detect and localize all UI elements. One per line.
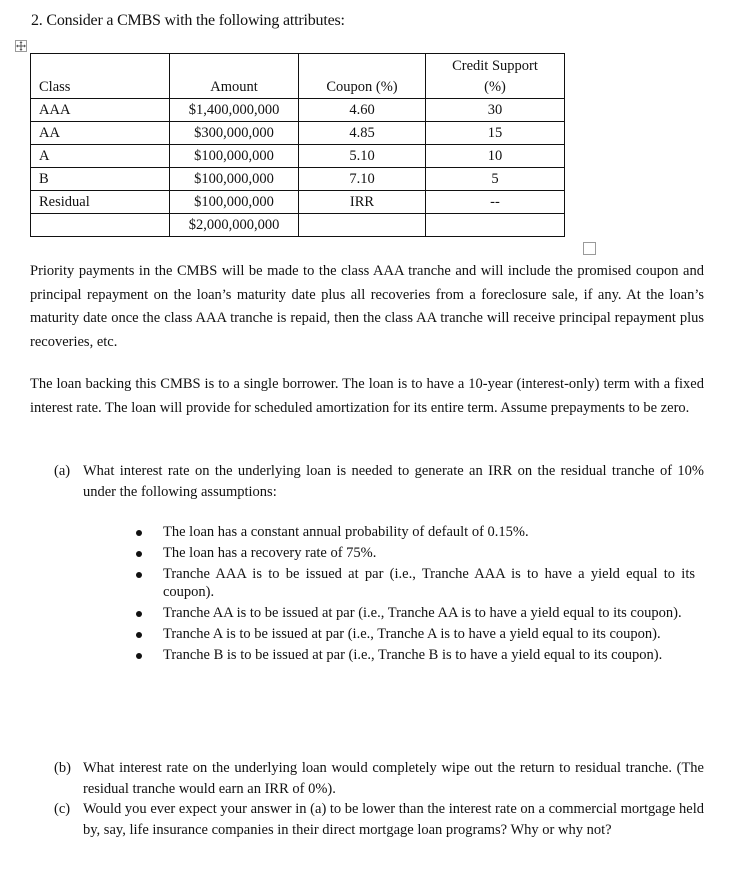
header-amount: Amount bbox=[170, 54, 299, 99]
header-credit-support-line1: Credit Support bbox=[452, 58, 538, 74]
cell-coupon bbox=[299, 214, 426, 237]
cell-amount: $300,000,000 bbox=[170, 122, 299, 145]
cell-class: Residual bbox=[31, 191, 170, 214]
question-b-text: What interest rate on the underlying loan would completely wipe out the return to residual tranche. (The residual tranche would earn an IRR of 0%). bbox=[83, 760, 704, 797]
cell-coupon: 4.85 bbox=[299, 122, 426, 145]
move-arrows-icon bbox=[16, 41, 26, 51]
cell-credit-support bbox=[426, 214, 565, 237]
cell-class bbox=[31, 214, 170, 237]
bullet-icon bbox=[136, 611, 142, 617]
cell-class: A bbox=[31, 145, 170, 168]
table-row bbox=[31, 145, 565, 168]
cell-credit-support: 15 bbox=[426, 122, 565, 145]
cell-class: AA bbox=[31, 122, 170, 145]
question-heading: 2. Consider a CMBS with the following attributes: bbox=[31, 12, 345, 29]
cell-class: B bbox=[31, 168, 170, 191]
table-row bbox=[31, 168, 565, 191]
bullet-icon bbox=[136, 653, 142, 659]
cell-coupon: 5.10 bbox=[299, 145, 426, 168]
bullet-icon bbox=[136, 632, 142, 638]
cell-coupon: 7.10 bbox=[299, 168, 426, 191]
assumption-text: Tranche A is to be issued at par (i.e., Tranche A is to have a yield equal to its coupon). bbox=[163, 625, 661, 642]
table-row bbox=[31, 191, 565, 214]
table-row bbox=[31, 122, 565, 145]
header-coupon: Coupon (%) bbox=[299, 54, 426, 99]
cell-amount: $100,000,000 bbox=[170, 145, 299, 168]
cell-class: AAA bbox=[31, 99, 170, 122]
bullet-icon bbox=[136, 572, 142, 578]
list-item bbox=[132, 647, 695, 665]
assumption-text: Tranche AA is to be issued at par (i.e., Tranche AA is to have a yield equal to its coupon). bbox=[163, 604, 682, 621]
question-c-label: (c) bbox=[54, 801, 71, 817]
list-item bbox=[132, 626, 695, 644]
header-class: Class bbox=[31, 54, 170, 99]
cell-credit-support: 5 bbox=[426, 168, 565, 191]
question-a bbox=[54, 461, 704, 502]
question-b bbox=[54, 758, 704, 799]
assumptions-list bbox=[132, 524, 695, 668]
assumption-text: The loan has a constant annual probability of default of 0.15%. bbox=[163, 524, 529, 540]
list-item bbox=[132, 566, 695, 601]
paragraph-priority-payments: Priority payments in the CMBS will be made to the class AAA tranche and will include the promised coupon and principal repayment on the loan’s maturity date plus all recoveries from a foreclosure sale, if any. At the loan’s maturity date once the class AAA tranche is repaid, then the class AA tranche will receive principal repayment plus recoveries, etc. bbox=[30, 263, 704, 350]
cell-amount: $100,000,000 bbox=[170, 191, 299, 214]
bullet-icon bbox=[136, 530, 142, 536]
bullet-icon bbox=[136, 551, 142, 557]
question-c-text: Would you ever expect your answer in (a) to be lower than the interest rate on a commercial mortgage held by, say, life insurance companies in their direct mortgage loan programs? Why or why not? bbox=[83, 801, 704, 838]
table-move-handle[interactable] bbox=[15, 40, 27, 52]
question-a-text: What interest rate on the underlying loan is needed to generate an IRR on the residual tranche of 10% under the following assumptions: bbox=[83, 463, 704, 500]
header-credit-support-line2: (%) bbox=[484, 79, 506, 95]
cell-coupon: 4.60 bbox=[299, 99, 426, 122]
header-credit-support bbox=[426, 54, 565, 99]
cell-credit-support: 30 bbox=[426, 99, 565, 122]
list-item bbox=[132, 524, 695, 542]
question-c bbox=[54, 799, 704, 840]
paragraph-loan-description: The loan backing this CMBS is to a single borrower. The loan is to have a 10-year (interest-only) term with a fixed interest rate. The loan will provide for scheduled amortization for its entire term. Assume prepayments to be zero. bbox=[30, 376, 704, 416]
table-resize-handle[interactable] bbox=[583, 242, 596, 255]
cell-amount: $1,400,000,000 bbox=[170, 99, 299, 122]
table-row bbox=[31, 99, 565, 122]
table-header-row bbox=[31, 54, 565, 99]
cmbs-attributes-table bbox=[30, 53, 565, 237]
list-item bbox=[132, 605, 695, 623]
assumption-text: Tranche B is to be issued at par (i.e., Tranche B is to have a yield equal to its coupon). bbox=[163, 646, 663, 663]
cell-credit-support: -- bbox=[426, 191, 565, 214]
cell-total-amount: $2,000,000,000 bbox=[170, 214, 299, 237]
assumption-text: The loan has a recovery rate of 75%. bbox=[163, 545, 377, 561]
assumption-text: Tranche AAA is to be issued at par (i.e., Tranche AAA is to have a yield equal to its coupon). bbox=[163, 566, 695, 600]
cell-coupon: IRR bbox=[299, 191, 426, 214]
cell-credit-support: 10 bbox=[426, 145, 565, 168]
question-a-label: (a) bbox=[54, 463, 71, 479]
table-total-row bbox=[31, 214, 565, 237]
question-b-label: (b) bbox=[54, 760, 71, 776]
list-item bbox=[132, 545, 695, 563]
cell-amount: $100,000,000 bbox=[170, 168, 299, 191]
